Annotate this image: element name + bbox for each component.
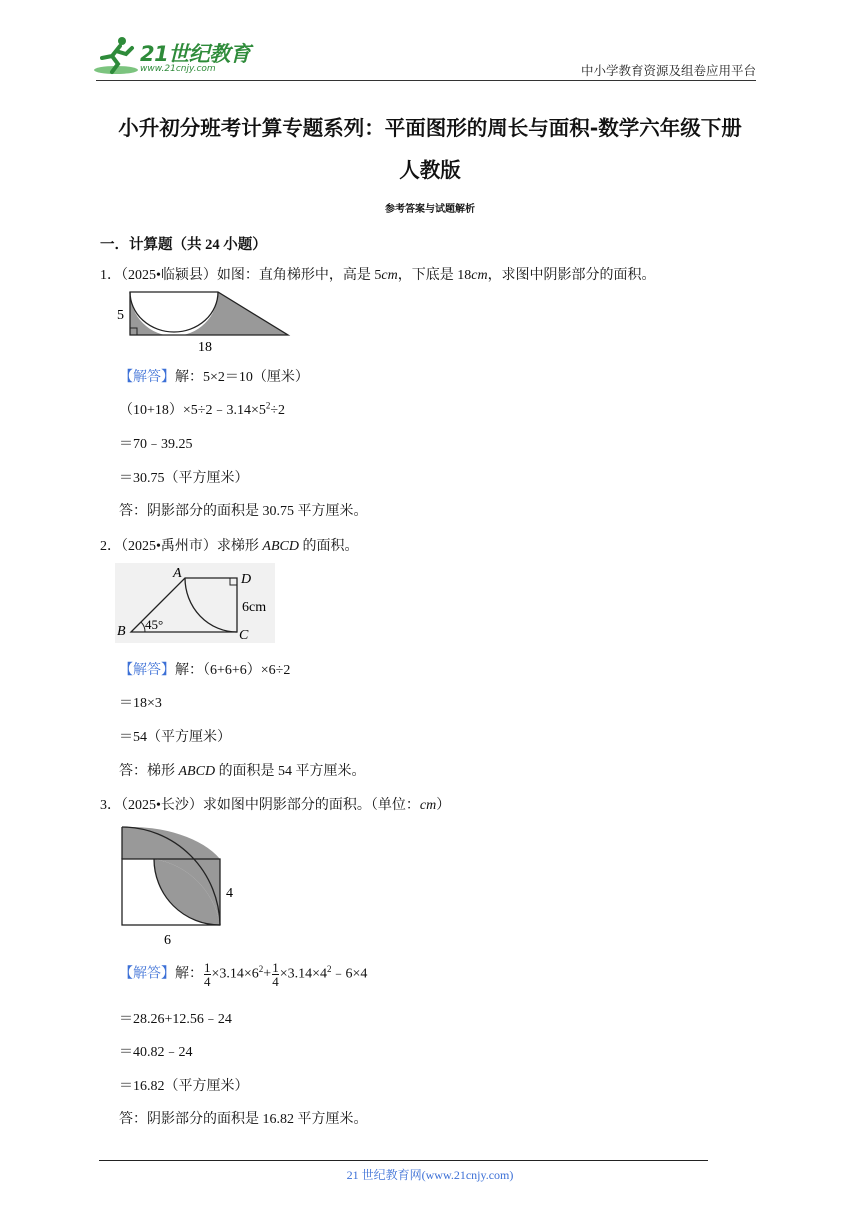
logo-text: 21世纪教育 (140, 42, 251, 66)
question-number: 2． (100, 539, 121, 554)
q2-label-d: D (241, 572, 252, 587)
q2-label-b: B (117, 624, 126, 639)
logo-url: www.21cnjy.com (140, 64, 216, 74)
q3-figure (116, 823, 246, 950)
section-heading: 一．计算题（共 24 小题） (100, 237, 267, 253)
question-2: 2．（2025•禹州市）求梯形 ABCD 的面积。 (100, 539, 359, 554)
page-title-line1: 小升初分班考计算专题系列：平面图形的周长与面积-数学六年级下册 (118, 116, 742, 140)
q1-solution-1: 【解答】解：5×2＝10（厘米） (119, 370, 309, 385)
q1-solution-3: ＝70﹣39.25 (119, 437, 193, 452)
q2-angle-label: 45° (145, 617, 164, 632)
q3-width-label: 6 (164, 933, 171, 948)
q3-answer: 答：阴影部分的面积是 16.82 平方厘米。 (119, 1112, 368, 1127)
fraction: $\frac{1}{4}$ (272, 960, 279, 989)
solution-tag: 【解答】 (119, 966, 175, 982)
question-1: 1．（2025•临颍县）如图：直角梯形中，高是 5cm，下底是 18cm，求图中阴影部分的面积。 (100, 268, 656, 283)
q1-answer: 答：阴影部分的面积是 30.75 平方厘米。 (119, 504, 368, 519)
q2-label-c: C (239, 628, 249, 643)
question-3: 3．（2025•长沙）求如图中阴影部分的面积。（单位：cm） (100, 798, 451, 813)
q1-height-label: 5 (117, 308, 124, 323)
q2-solution-3: ＝54（平方厘米） (119, 730, 231, 745)
fraction: $\frac{1}{4}$ (204, 960, 211, 989)
solution-tag: 【解答】 (119, 370, 175, 385)
question-source: （2025•禹州市） (121, 539, 217, 554)
runner-logo-icon (92, 34, 140, 78)
q2-solution-2: ＝18×3 (119, 696, 162, 711)
q1-figure (112, 288, 292, 358)
question-number: 1． (100, 268, 121, 283)
q3-solution-1: 【解答】解： $\frac{1}{4}$ $\times 3.14\times 6^2+$ $\frac{1}{4}$ $\times 3.14\times 4^2﹣6\times 4$ (119, 960, 368, 989)
q1-base-label: 18 (198, 340, 212, 355)
footer-link[interactable]: 21 世纪教育网(www.21cnjy.com) (346, 1168, 514, 1182)
page-subtitle: 参考答案与试题解析 (385, 204, 475, 215)
q3-solution-3: ＝40.82﹣24 (119, 1045, 193, 1060)
header-tagline: 中小学教育资源及组卷应用平台 (580, 64, 756, 78)
q2-answer: 答：梯形 ABCD 的面积是 54 平方厘米。 (119, 764, 366, 779)
q3-solution-2: ＝28.26+12.56﹣24 (119, 1012, 232, 1027)
footer-divider (99, 1160, 708, 1161)
q2-solution-1: 【解答】解：（6+6+6）×6÷2 (119, 663, 291, 678)
header-divider (96, 80, 756, 81)
page-title-line2: 人教版 (399, 158, 461, 182)
question-source: （2025•长沙） (121, 798, 203, 813)
q3-solution-4: ＝16.82（平方厘米） (119, 1079, 249, 1094)
q2-side-label: 6cm (242, 600, 267, 615)
question-number: 3． (100, 798, 121, 813)
q1-solution-4: ＝30.75（平方厘米） (119, 471, 249, 486)
q3-height-label: 4 (226, 886, 233, 901)
question-source: （2025•临颍县） (121, 268, 217, 283)
solution-tag: 【解答】 (119, 663, 175, 678)
site-logo (92, 34, 262, 78)
q1-solution-2: $(10+18)\times 5\div 2﹣3.14\times 5^2\div 2$ (119, 400, 286, 418)
q2-label-a: A (173, 566, 182, 581)
q2-figure (115, 563, 275, 643)
